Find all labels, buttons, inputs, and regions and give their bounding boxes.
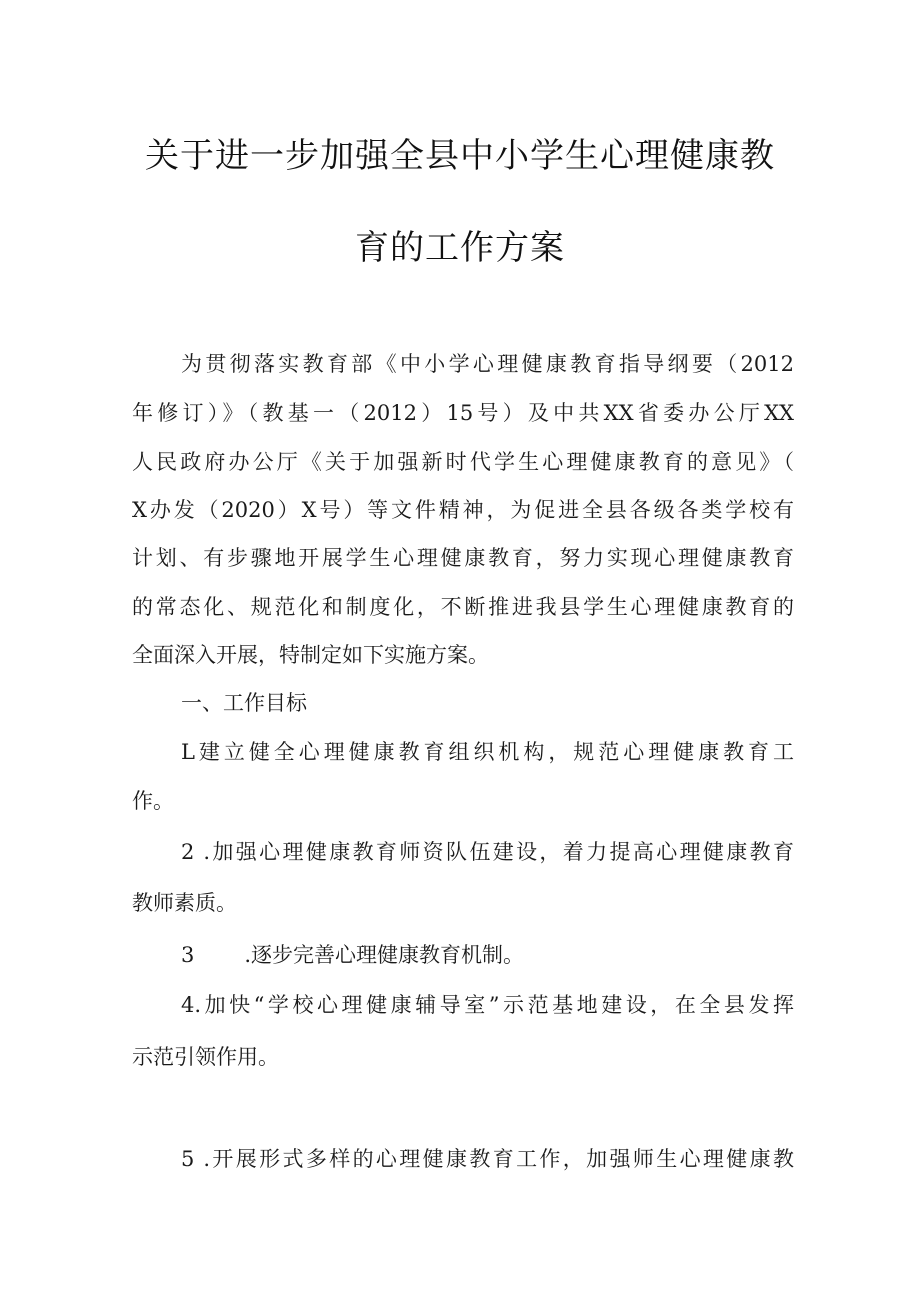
goal-3-number: 3 bbox=[181, 943, 195, 967]
goal-5-line-1: 5 .开展形式多样的心理健康教育工作，加强师生心理健康教 bbox=[181, 1147, 794, 1171]
goal-1-line-2: 作。 bbox=[132, 789, 174, 813]
goal-2-line-2: 教师素质。 bbox=[132, 891, 237, 915]
section-heading-work-goals: 一、工作目标 bbox=[181, 691, 307, 715]
goal-4-line-1: 4.加快“学校心理健康辅导室”示范基地建设，在全县发挥 bbox=[181, 993, 794, 1017]
goal-4-line-2: 示范引领作用。 bbox=[132, 1045, 279, 1069]
intro-line-2: 年修订）》（教基一（2012）15号）及中共XX省委办公厅XX bbox=[132, 401, 794, 425]
intro-line-4: X办发（2020）X号）等文件精神，为促进全县各级各类学校有 bbox=[132, 498, 794, 522]
intro-line-7: 全面深入开展，特制定如下实施方案。 bbox=[132, 643, 489, 667]
intro-line-1: 为贯彻落实教育部《中小学心理健康教育指导纲要（2012 bbox=[181, 352, 794, 376]
goal-item-3 bbox=[181, 940, 794, 970]
goal-1-line-1: L建立健全心理健康教育组织机构，规范心理健康教育工 bbox=[181, 740, 794, 764]
goal-3-text: .逐步完善心理健康教育机制。 bbox=[244, 943, 525, 967]
intro-line-3: 人民政府办公厅《关于加强新时代学生心理健康教育的意见》（ bbox=[132, 450, 794, 474]
document-title-line-1: 关于进一步加强全县中小学生心理健康教 bbox=[145, 136, 775, 176]
document-title-line-2: 育的工作方案 bbox=[355, 228, 565, 268]
intro-line-6: 的常态化、规范化和制度化，不断推进我县学生心理健康教育的 bbox=[132, 595, 794, 619]
goal-2-line-1: 2 .加强心理健康教育师资队伍建设，着力提高心理健康教育 bbox=[181, 840, 794, 864]
intro-line-5: 计划、有步骤地开展学生心理健康教育，努力实现心理健康教育 bbox=[132, 546, 794, 570]
